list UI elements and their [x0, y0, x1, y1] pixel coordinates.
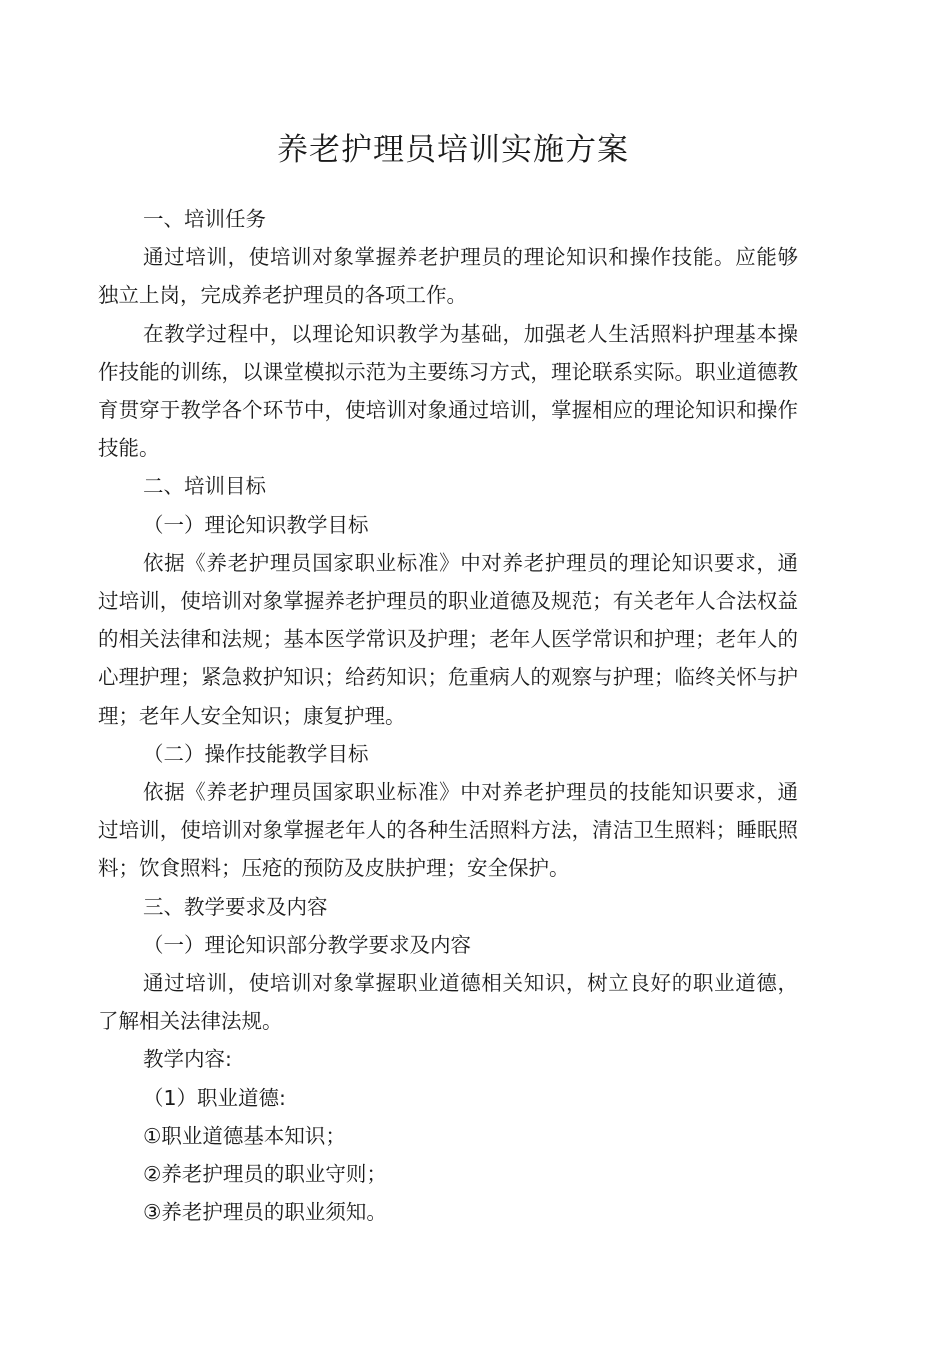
list-intro: 教学内容: [143, 1047, 232, 1072]
paragraph-1: 通过培训，使培训对象掌握养老护理员的理论知识和操作技能。应能够独立上岗，完成养老护理员的各项工作。 [98, 245, 798, 308]
section-heading-2: 二、培训目标 [143, 474, 266, 499]
section-heading-3: 三、教学要求及内容 [143, 894, 328, 919]
document-body [98, 200, 798, 1231]
subsection-heading-2-1: （一）理论知识教学目标 [143, 512, 369, 537]
list-item-1: ①职业道德基本知识； [143, 1123, 346, 1148]
paragraph-2: 在教学过程中，以理论知识教学为基础，加强老人生活照料护理基本操作技能的训练，以课堂模拟示范为主要练习方式，理论联系实际。职业道德教育贯穿于教学各个环节中，使培训对象通过培训，掌握相应的理论知识和操作技能。 [98, 321, 798, 461]
subsection-heading-2-2: （二）操作技能教学目标 [143, 741, 369, 766]
list-item-2: ②养老护理员的职业守则； [143, 1162, 387, 1187]
paragraph-4: 依据《养老护理员国家职业标准》中对养老护理员的技能知识要求，通过培训，使培训对象掌握老年人的各种生活照料方法，清洁卫生照料；睡眠照料；饮食照料；压疮的预防及皮肤护理；安全保护。 [98, 780, 798, 881]
paragraph-3: 依据《养老护理员国家职业标准》中对养老护理员的理论知识要求，通过培训，使培训对象掌握养老护理员的职业道德及规范；有关老年人合法权益的相关法律和法规；基本医学常识及护理；老年人医学常识和护理；老年人的心理护理；紧急救护知识；给药知识；危重病人的观察与护理；临终关怀与护理；老年人安全知识；康复护理。 [98, 550, 798, 728]
paragraph-5: 通过培训，使培训对象掌握职业道德相关知识，树立良好的职业道德，了解相关法律法规。 [98, 971, 798, 1034]
section-heading-1: 一、培训任务 [143, 207, 266, 231]
list-item-3: ③养老护理员的职业须知。 [143, 1200, 387, 1225]
list-heading-1: （1）职业道德: [143, 1085, 286, 1110]
subsection-heading-3-1: （一）理论知识部分教学要求及内容 [143, 932, 471, 957]
document-title: 养老护理员培训实施方案 [277, 132, 629, 168]
